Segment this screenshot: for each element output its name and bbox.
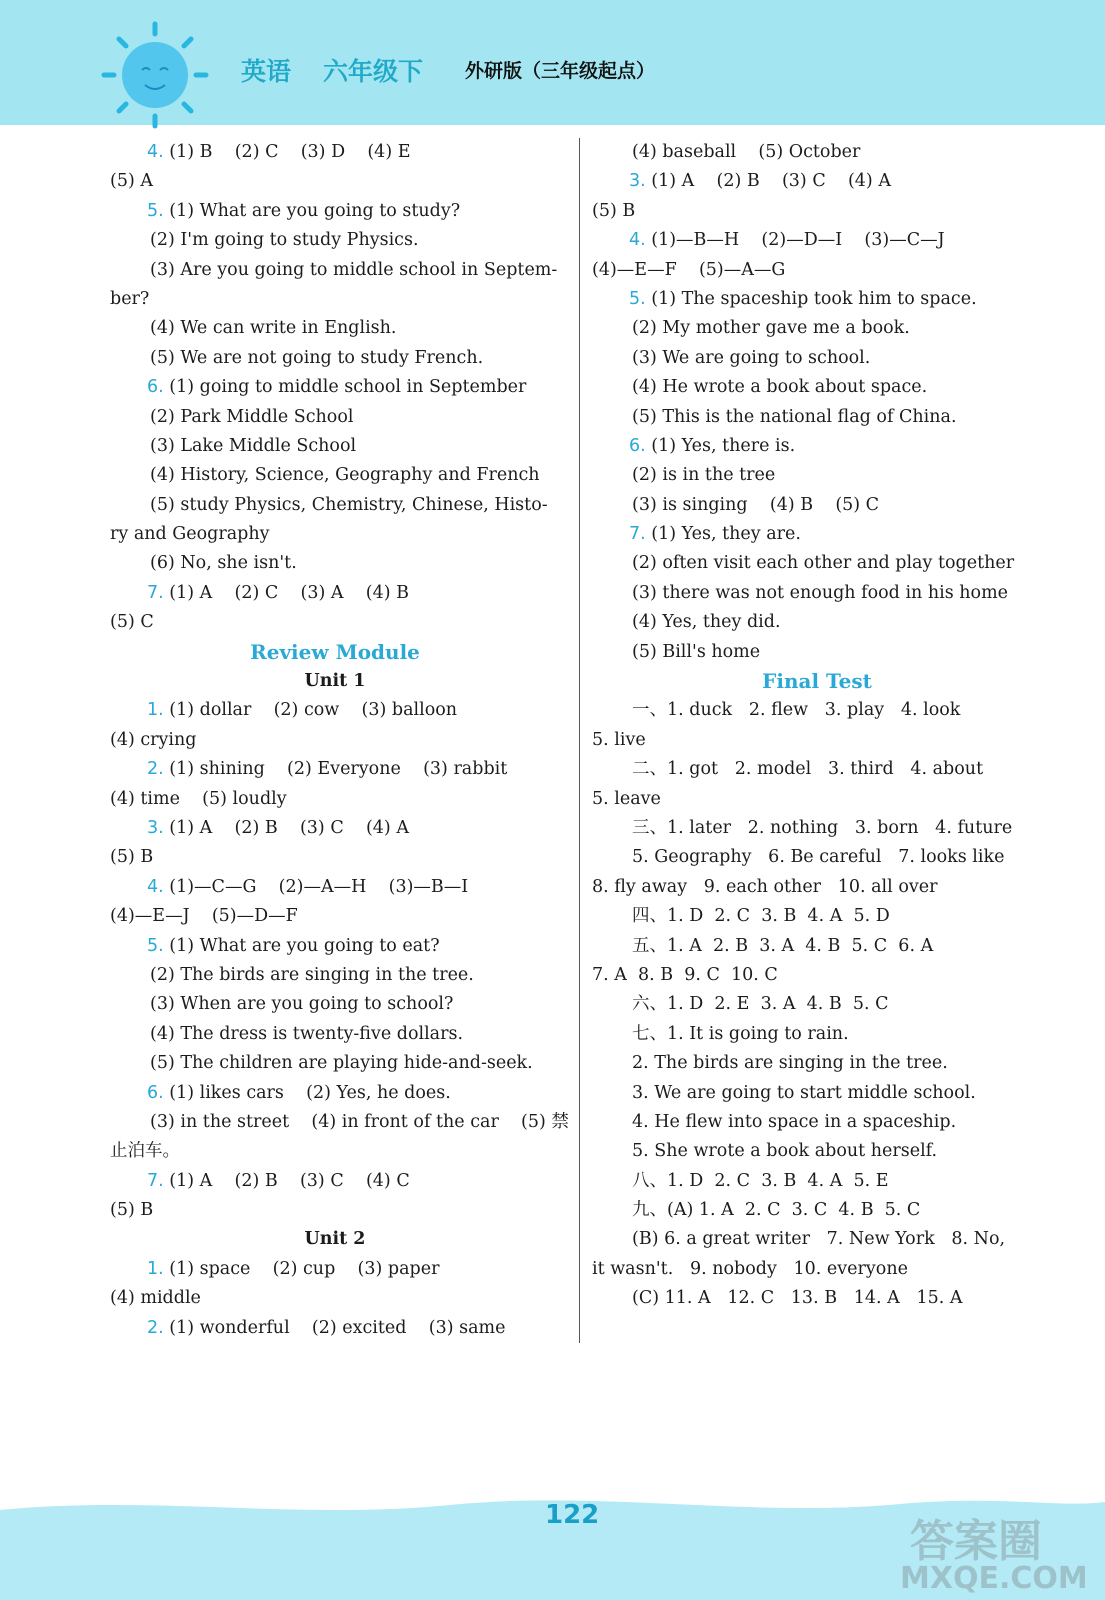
answer-text: (3) When are you going to school? xyxy=(150,994,454,1015)
answer-line xyxy=(592,344,1042,373)
answer-line xyxy=(110,491,560,520)
answer-text: (3) Are you going to middle school in Septem- xyxy=(150,259,558,280)
answer-line xyxy=(110,726,560,755)
answer-text: (5) study Physics, Chemistry, Chinese, Histo- xyxy=(150,494,548,515)
watermark-top: 答案圈 xyxy=(910,1516,1042,1567)
column-divider xyxy=(579,138,580,1343)
answer-text: (5) A xyxy=(110,171,153,192)
header-subject: 英语 xyxy=(241,57,292,86)
answer-text: (1)—C—G (2)—A—H (3)—B—I xyxy=(163,876,469,897)
item-number: 4. xyxy=(147,876,164,897)
answer-text: (4) baseball (5) October xyxy=(632,142,861,162)
answer-text: (5) We are not going to study French. xyxy=(150,347,484,368)
answer-text: (B) 6. a great writer 7. New York 8. No, xyxy=(632,1229,1006,1250)
page-number: 122 xyxy=(545,1500,600,1530)
answer-line xyxy=(592,843,1042,872)
answer-text: ber? xyxy=(110,288,150,309)
item-number: 1. xyxy=(147,1258,164,1279)
answer-line xyxy=(110,314,560,343)
item-number: 1. xyxy=(147,700,164,721)
answer-text: (1) B (2) C (3) D (4) E xyxy=(163,142,411,162)
answer-text: 八、1. D 2. C 3. B 4. A 5. E xyxy=(632,1170,889,1191)
answer-line xyxy=(110,1196,560,1225)
answer-text: 5. She wrote a book about herself. xyxy=(632,1141,938,1162)
answer-line xyxy=(110,197,560,226)
answer-line xyxy=(592,197,1042,226)
section-title: Review Module xyxy=(250,639,420,664)
answer-text: (4)—E—J (5)—D—F xyxy=(110,906,298,927)
answer-line xyxy=(110,549,560,578)
answer-text: (4) The dress is twenty-five dollars. xyxy=(150,1023,464,1044)
answer-text: (2) often visit each other and play together xyxy=(632,553,1015,574)
item-number: 3. xyxy=(147,817,164,838)
answer-line xyxy=(110,755,560,784)
answer-text: (3) We are going to school. xyxy=(632,347,871,368)
answer-line xyxy=(592,403,1042,432)
item-number: 7. xyxy=(147,582,164,603)
answer-text: (C) 11. A 12. C 13. B 14. A 15. A xyxy=(632,1288,963,1309)
answer-line xyxy=(592,785,1042,814)
answer-line xyxy=(110,1049,560,1078)
answer-line xyxy=(592,755,1042,784)
answer-text: (1) dollar (2) cow (3) balloon xyxy=(163,700,458,721)
answer-line xyxy=(592,608,1042,637)
item-number: 5. xyxy=(629,288,646,309)
answer-line xyxy=(110,138,560,167)
answer-text: (4) middle xyxy=(110,1288,201,1309)
answer-line xyxy=(592,432,1042,461)
answer-text: (2) Park Middle School xyxy=(150,406,354,427)
answer-text: 止泊车。 xyxy=(110,1141,180,1162)
answer-line xyxy=(110,1079,560,1108)
item-number: 2. xyxy=(147,1317,164,1338)
item-number: 5. xyxy=(147,935,164,956)
answer-line xyxy=(110,843,560,872)
answer-line xyxy=(592,1196,1042,1225)
answer-line xyxy=(110,608,560,637)
answer-line xyxy=(592,373,1042,402)
answer-line xyxy=(592,814,1042,843)
answer-line xyxy=(110,814,560,843)
answer-text: (5) Bill's home xyxy=(632,641,761,662)
answer-line xyxy=(592,1079,1042,1108)
item-number: 7. xyxy=(147,1170,164,1191)
answer-line xyxy=(110,344,560,373)
answer-line xyxy=(110,785,560,814)
answer-line xyxy=(110,579,560,608)
answer-line xyxy=(592,696,1042,725)
answer-line xyxy=(110,932,560,961)
answer-text: (3) Lake Middle School xyxy=(150,435,357,456)
answer-line xyxy=(592,902,1042,931)
answer-text: (1) A (2) C (3) A (4) B xyxy=(163,582,409,603)
answer-text: (5) The children are playing hide-and-seek. xyxy=(150,1053,533,1074)
answer-line xyxy=(592,1255,1042,1284)
right-column xyxy=(592,138,1042,1314)
answer-text: (1) Yes, they are. xyxy=(645,524,801,545)
answer-text: (1) A (2) B (3) C (4) A xyxy=(163,817,409,838)
answer-text: (2) The birds are singing in the tree. xyxy=(150,964,474,985)
answer-line xyxy=(592,638,1042,667)
item-number: 5. xyxy=(147,200,164,221)
watermark xyxy=(900,1505,1100,1600)
answer-line xyxy=(110,520,560,549)
answer-text: (1) The spaceship took him to space. xyxy=(645,288,977,309)
answer-text: (3) in the street (4) in front of the car (5) 禁 xyxy=(150,1111,569,1132)
answer-line xyxy=(592,256,1042,285)
answer-text: (1) space (2) cup (3) paper xyxy=(163,1258,440,1279)
answer-line xyxy=(110,1167,560,1196)
answer-text: 五、1. A 2. B 3. A 4. B 5. C 6. A xyxy=(632,935,934,956)
answer-line xyxy=(110,432,560,461)
answer-text: (5) B xyxy=(110,847,154,868)
answer-line xyxy=(110,403,560,432)
answer-text: (2) My mother gave me a book. xyxy=(632,318,910,339)
item-number: 4. xyxy=(629,230,646,251)
answer-text: (1) A (2) B (3) C (4) A xyxy=(645,171,891,192)
answer-text: 二、1. got 2. model 3. third 4. about xyxy=(632,759,984,780)
answer-text: 5. Geography 6. Be careful 7. looks like xyxy=(632,847,1005,868)
item-number: 6. xyxy=(147,377,164,398)
header-grade: 六年级下 xyxy=(323,57,424,86)
answer-line xyxy=(110,285,560,314)
answer-line xyxy=(592,1137,1042,1166)
answer-line xyxy=(110,226,560,255)
answer-line xyxy=(592,932,1042,961)
answer-text: (3) is singing (4) B (5) C xyxy=(632,494,880,515)
answer-text: (5) B xyxy=(592,200,636,221)
unit-heading: Unit 2 xyxy=(304,1229,366,1250)
answer-text: (4) crying xyxy=(110,729,197,750)
item-number: 6. xyxy=(629,435,646,456)
answer-text: 7. A 8. B 9. C 10. C xyxy=(592,964,778,985)
answer-text: (6) No, she isn't. xyxy=(150,553,297,574)
answer-line xyxy=(592,1049,1042,1078)
answer-line xyxy=(592,167,1042,196)
answer-text: (5) This is the national flag of China. xyxy=(632,406,957,427)
answer-text: (1) A (2) B (3) C (4) C xyxy=(163,1170,410,1191)
answer-line xyxy=(110,1137,560,1166)
answer-text: 三、1. later 2. nothing 3. born 4. future xyxy=(632,817,1013,838)
answer-line xyxy=(592,579,1042,608)
item-number: 3. xyxy=(629,171,646,192)
answer-line xyxy=(592,314,1042,343)
answer-text: (4)—E—F (5)—A—G xyxy=(592,259,786,280)
answer-line xyxy=(592,226,1042,255)
answer-text: (1) What are you going to eat? xyxy=(163,935,440,956)
answer-line xyxy=(592,491,1042,520)
answer-line xyxy=(110,461,560,490)
answer-line xyxy=(110,167,560,196)
item-number: 2. xyxy=(147,759,164,780)
answer-line xyxy=(110,1314,560,1343)
answer-text: (2) I'm going to study Physics. xyxy=(150,230,419,251)
answer-line xyxy=(110,696,560,725)
answer-line xyxy=(110,1255,560,1284)
section-title: Final Test xyxy=(762,669,872,694)
answer-line xyxy=(110,990,560,1019)
answer-line xyxy=(110,1108,569,1137)
answer-line xyxy=(592,549,1042,578)
answer-text: (4) time (5) loudly xyxy=(110,788,287,809)
answer-text: (1) likes cars (2) Yes, he does. xyxy=(163,1082,451,1103)
answer-text: 8. fly away 9. each other 10. all over xyxy=(592,876,938,897)
answer-line xyxy=(110,961,560,990)
answer-text: 七、1. It is going to rain. xyxy=(632,1023,849,1044)
answer-text: (4) We can write in English. xyxy=(150,318,397,339)
answer-line xyxy=(592,990,1042,1019)
answer-text: (3) there was not enough food in his home xyxy=(632,582,1009,603)
answer-line xyxy=(592,726,1042,755)
answer-line xyxy=(592,520,1042,549)
answer-text: ry and Geography xyxy=(110,524,270,545)
watermark-bottom: MXQE.COM xyxy=(900,1561,1088,1596)
answer-text: 3. We are going to start middle school. xyxy=(632,1082,976,1103)
answer-text: (4) Yes, they did. xyxy=(632,612,781,633)
sun-icon xyxy=(100,20,210,130)
answer-line xyxy=(592,1284,1042,1313)
answer-text: (1) Yes, there is. xyxy=(645,435,796,456)
answer-line xyxy=(110,373,560,402)
answer-line xyxy=(110,902,560,931)
answer-line xyxy=(110,1020,560,1049)
item-number: 6. xyxy=(147,1082,164,1103)
answer-line xyxy=(110,1284,560,1313)
answer-line xyxy=(592,1225,1042,1254)
answer-line xyxy=(592,1167,1042,1196)
answer-text: (1) going to middle school in September xyxy=(163,377,527,398)
answer-text: (2) is in the tree xyxy=(632,465,776,486)
answer-text: 2. The birds are singing in the tree. xyxy=(632,1053,948,1074)
unit-heading: Unit 1 xyxy=(304,671,366,692)
answer-line xyxy=(110,873,560,902)
answer-text: (4) He wrote a book about space. xyxy=(632,377,928,398)
answer-line xyxy=(592,1108,1042,1137)
answer-text: 四、1. D 2. C 3. B 4. A 5. D xyxy=(632,906,890,927)
item-number: 4. xyxy=(147,142,164,162)
answer-line xyxy=(592,961,1042,990)
answer-text: (4) History, Science, Geography and French xyxy=(150,465,540,486)
left-column xyxy=(110,138,569,1343)
answer-text: (1) What are you going to study? xyxy=(163,200,461,221)
answer-text: 九、(A) 1. A 2. C 3. C 4. B 5. C xyxy=(632,1200,921,1221)
answer-line xyxy=(592,285,1042,314)
answer-text: 一、1. duck 2. flew 3. play 4. look xyxy=(632,700,961,721)
answer-text: 4. He flew into space in a spaceship. xyxy=(632,1111,957,1132)
answer-text: (5) C xyxy=(110,612,154,633)
answer-line xyxy=(592,461,1042,490)
answer-line xyxy=(592,138,1042,167)
answer-text: (1) shining (2) Everyone (3) rabbit xyxy=(163,759,508,780)
answer-line xyxy=(110,256,560,285)
answer-text: 5. leave xyxy=(592,788,661,809)
answer-line xyxy=(592,1020,1042,1049)
answer-text: (5) B xyxy=(110,1200,154,1221)
answer-line xyxy=(592,873,1042,902)
header-edition: 外研版（三年级起点） xyxy=(465,60,656,82)
item-number: 7. xyxy=(629,524,646,545)
answer-text: 5. live xyxy=(592,729,646,750)
answer-text: it wasn't. 9. nobody 10. everyone xyxy=(592,1258,908,1279)
answer-text: (1)—B—H (2)—D—I (3)—C—J xyxy=(645,230,945,251)
answer-text: 六、1. D 2. E 3. A 4. B 5. C xyxy=(632,994,889,1015)
answer-text: (1) wonderful (2) excited (3) same xyxy=(163,1317,506,1338)
